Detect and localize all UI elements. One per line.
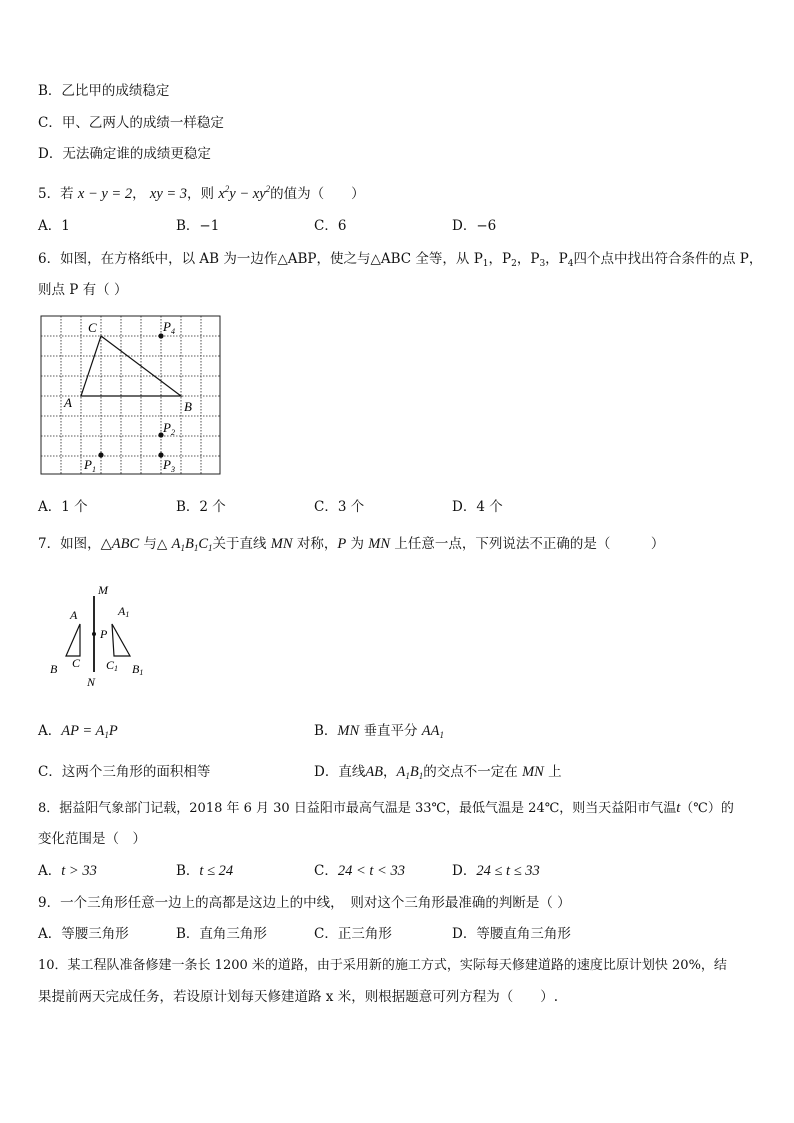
triangle-a1b1c1 <box>112 624 130 656</box>
q7-option-b: B．MN 垂直平分 $AA_1$ <box>314 723 444 740</box>
q9-stem: 9．一个三角形任意一边上的高都是这边上的中线， 则对这个三角形最准确的判断是（ ） <box>38 895 571 911</box>
q5-option-a: A．1 <box>38 218 70 234</box>
label-c: C <box>72 656 81 670</box>
label-p4: $P_4$ <box>163 319 175 336</box>
q8-option-c: C．24 < t < 33 <box>314 863 405 879</box>
q6-option-b: B．2 个 <box>176 499 226 515</box>
q6-grid-figure <box>38 312 224 478</box>
triangle-abc <box>81 336 181 396</box>
q7-stem: 7．如图，△ABC 与△ $A_1B_1C_1$关于直线 MN 对称，P 为 MN 上任意一点，下列说法不正确的是（ ） <box>38 536 665 553</box>
label-p: P <box>100 627 108 641</box>
q8-option-a: A．t > 33 <box>38 863 97 879</box>
label-p1: $P_1$ <box>84 457 96 474</box>
q9-option-a: A．等腰三角形 <box>38 926 129 942</box>
label-c: C <box>88 320 97 335</box>
label-p3: $P_3$ <box>163 457 175 474</box>
q4-option-b: B．乙比甲的成绩稳定 <box>38 83 170 99</box>
q6-option-a: A．1 个 <box>38 499 88 515</box>
label-b: B <box>50 662 58 676</box>
label-b1: B1 <box>132 662 144 677</box>
label-n: N <box>87 675 96 689</box>
label-a1: A1 <box>118 604 130 619</box>
label-m: M <box>98 583 108 597</box>
q9-option-d: D．等腰直角三角形 <box>452 926 571 942</box>
label-a: A <box>64 395 72 410</box>
label-p2: $P_2$ <box>163 420 175 437</box>
q4-option-d: D．无法确定谁的成绩更稳定 <box>38 146 211 162</box>
q8-option-b: B．t ≤ 24 <box>176 863 234 879</box>
point-p1 <box>98 452 103 457</box>
q7-option-a: A．AP = $A_1P$ <box>38 723 118 740</box>
q8-stem-line2: 变化范围是（ ） <box>38 831 146 847</box>
q6-option-c: C．3 个 <box>314 499 365 515</box>
q10-stem-line1: 10．某工程队准备修建一条长 1200 米的道路，由于采用新的施工方式，实际每天修建道路的速度比原计划快 20%，结 <box>38 958 727 973</box>
label-a: A <box>70 608 78 622</box>
label-c1: C1 <box>106 658 119 673</box>
q5-stem: 5．若 x − y = 2， xy = 3，则 $x^2y - xy^2$的值为（ ） <box>38 184 365 202</box>
q5-option-d: D．−6 <box>452 218 497 234</box>
q7-symmetry-figure <box>44 580 164 692</box>
q6-stem-line1: 6．如图，在方格纸中，以 AB 为一边作△ABP，使之与△ABC 全等，从 $P_1$，$P_2$，$P_3$，$P_4$四个点中找出符合条件的点 P， <box>38 251 763 269</box>
triangle-abc <box>66 624 80 656</box>
q10-stem-line2: 果提前两天完成任务，若设原计划每天修建道路 x 米，则根据题意可列方程为（ ）. <box>38 989 558 1005</box>
q8-stem-line1: 8．据益阳气象部门记载，2018 年 6 月 30 日益阳市最高气温是 33℃，最低气温是 24℃，则当天益阳市气温t（℃）的 <box>38 800 734 816</box>
q5-eq1: x − y = 2 <box>77 186 133 202</box>
q5-option-c: C．6 <box>314 218 347 234</box>
q4-option-c: C．甲、乙两人的成绩一样稳定 <box>38 115 224 131</box>
q7-option-d: D．直线AB，$A_1B_1$的交点不一定在 MN 上 <box>314 764 562 781</box>
label-b: B <box>184 399 192 414</box>
q9-option-b: B．直角三角形 <box>176 926 267 942</box>
q5-expression: $x^2y - xy^2$ <box>218 184 271 202</box>
point-p <box>92 632 96 636</box>
q8-option-d: D．24 ≤ t ≤ 33 <box>452 863 540 879</box>
point-p4 <box>158 333 163 338</box>
q5-eq2: xy = 3 <box>149 186 188 202</box>
q9-option-c: C．正三角形 <box>314 926 392 942</box>
q7-option-c: C．这两个三角形的面积相等 <box>38 764 211 780</box>
q6-option-d: D．4 个 <box>452 499 503 515</box>
q5-option-b: B．−1 <box>176 218 220 234</box>
q6-stem-line2: 则点 P 有（ ） <box>38 282 128 298</box>
